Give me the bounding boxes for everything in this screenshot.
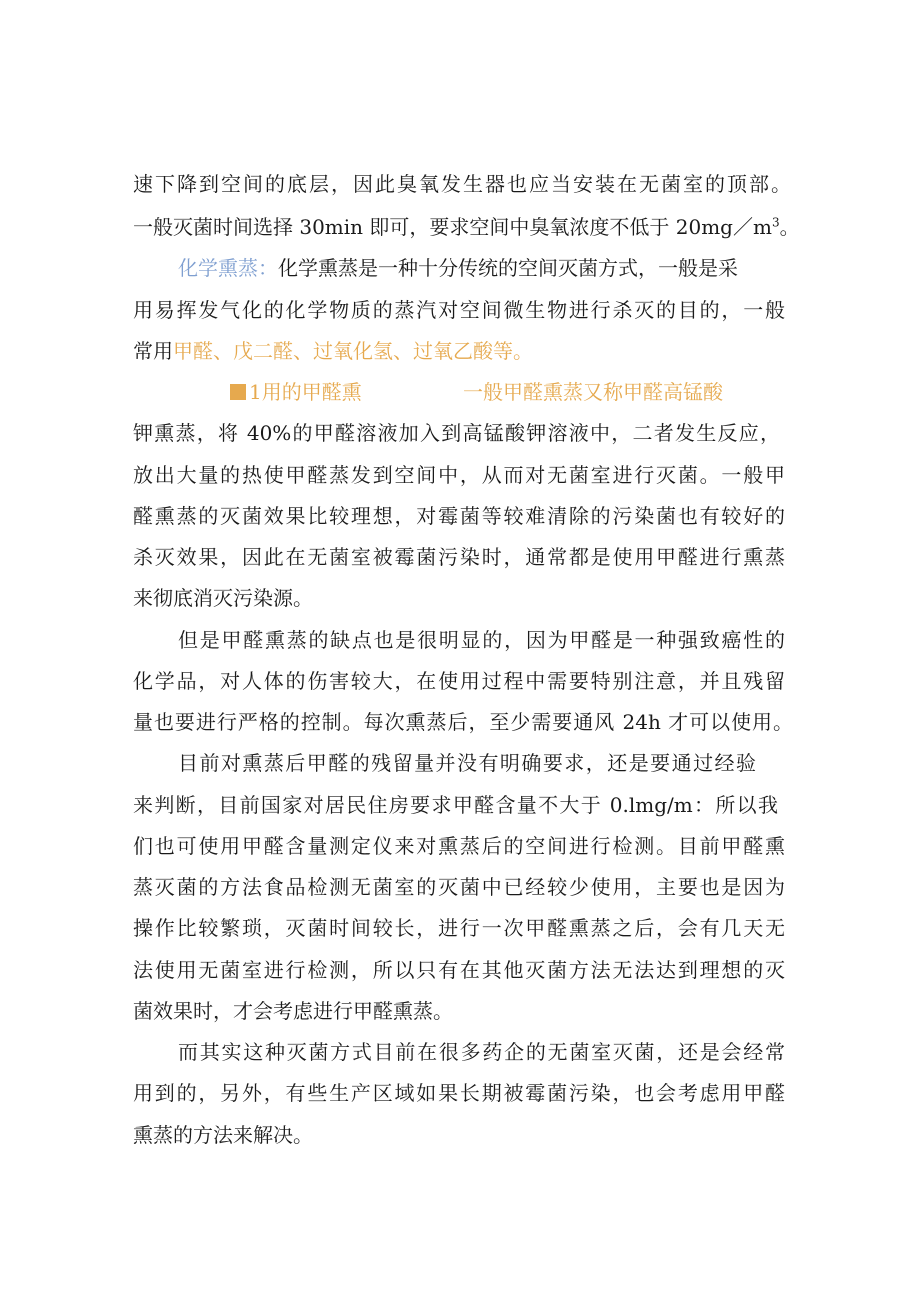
superscript: 3 [771, 215, 780, 230]
text-line-content: 醛熏蒸的灭菌效果比较理想，对霉菌等较难清除的污染菌也有较好的 [133, 504, 785, 528]
text-line [133, 498, 785, 534]
text-line [133, 539, 785, 575]
text-line [133, 292, 785, 328]
text-line-content: 们也可使用甲醛含量测定仪来对熏蒸后的空间进行检测。目前甲醛熏 [133, 834, 785, 858]
highlighted-text: 1用的甲醛熏 [249, 380, 362, 404]
text-line-content: 量也要进行严格的控制。每次熏蒸后，至少需要通风 24h 才可以使用。 [133, 710, 793, 734]
text-line-content: 一般灭菌时间选择 30min 即可，要求空间中臭氧浓度不低于 20mg／m [133, 215, 772, 239]
paragraph-first-line [178, 250, 785, 286]
text-line-content: 用易挥发气化的化学物质的蒸汽对空间微生物进行杀灭的目的，一般 [133, 298, 785, 322]
highlighted-fragment [463, 374, 753, 410]
text-line-content: 操作比较繁琐，灭菌时间较长，进行一次甲醛熏蒸之后，会有几天无 [133, 916, 785, 940]
text-line-content: 来彻底消灭污染源。 [133, 586, 313, 610]
text-line-content: 化学品，对人体的伤害较大，在使用过程中需要特别注意，并且残留 [133, 669, 785, 693]
text-line [133, 1075, 785, 1111]
text-line-content: 常用 [133, 339, 173, 363]
highlighted-list: 甲醛、戊二醛、过氧化氢、过氧乙酸等。 [173, 339, 533, 363]
text-line [133, 1117, 433, 1153]
text-line [133, 993, 533, 1029]
text-line-content: 钾熏蒸，将 40%的甲醛溶液加入到高锰酸钾溶液中，二者发生反应， [133, 421, 780, 445]
text-line [133, 952, 785, 988]
highlighted-text: 一般甲醛熏蒸又称甲醛高锰酸 [463, 380, 723, 404]
text-line [133, 166, 791, 202]
text-line [133, 869, 785, 905]
text-line [133, 457, 785, 493]
highlighted-fragment [230, 374, 410, 410]
text-line [133, 333, 583, 369]
text-line-content: 放出大量的热使甲醛蒸发到空间中，从而对无菌室进行灭菌。一般甲 [133, 463, 785, 487]
text-line-content: 速下降到空间的底层，因此臭氧发生器也应当安装在无菌室的顶部。 [133, 172, 791, 196]
text-line [133, 787, 778, 823]
square-marker-icon [230, 384, 246, 400]
paragraph-first-line [178, 622, 785, 658]
text-line [133, 663, 785, 699]
text-line [133, 910, 785, 946]
text-line [133, 704, 793, 740]
text-line [133, 415, 780, 451]
section-heading: 化学熏蒸： [178, 256, 278, 280]
text-line-content: 来判断，目前国家对居民住房要求甲醛含量不大于 0.lmg/m：所以我 [133, 793, 778, 817]
text-line [133, 828, 785, 864]
paragraph-first-line [178, 745, 756, 781]
text-line-content: 目前对熏蒸后甲醛的残留量并没有明确要求，还是要通过经验 [178, 751, 756, 775]
text-line [133, 209, 799, 245]
text-line-content: 熏蒸的方法来解决。 [133, 1123, 313, 1147]
text-line-content: 法使用无菌室进行检测，所以只有在其他灭菌方法无法达到理想的灭 [133, 958, 785, 982]
text-line-content: 杀灭效果，因此在无菌室被霉菌污染时，通常都是使用甲醛进行熏蒸 [133, 545, 785, 569]
text-line-content: 但是甲醛熏蒸的缺点也是很明显的，因为甲醛是一种强致癌性的 [178, 628, 785, 652]
text-line-content: 化学熏蒸是一种十分传统的空间灭菌方式，一般是采 [278, 256, 738, 280]
text-line [133, 580, 433, 616]
text-line-content: 蒸灭菌的方法食品检测无菌室的灭菌中已经较少使用，主要也是因为 [133, 875, 785, 899]
punctuation: 。 [779, 215, 800, 239]
paragraph-first-line [178, 1034, 785, 1070]
text-line-content: 而其实这种灭菌方式目前在很多药企的无菌室灭菌，还是会经常 [178, 1040, 785, 1064]
text-line-content: 菌效果时，才会考虑进行甲醛熏蒸。 [133, 999, 453, 1023]
text-line-content: 用到的，另外，有些生产区域如果长期被霉菌污染，也会考虑用甲醛 [133, 1081, 785, 1105]
